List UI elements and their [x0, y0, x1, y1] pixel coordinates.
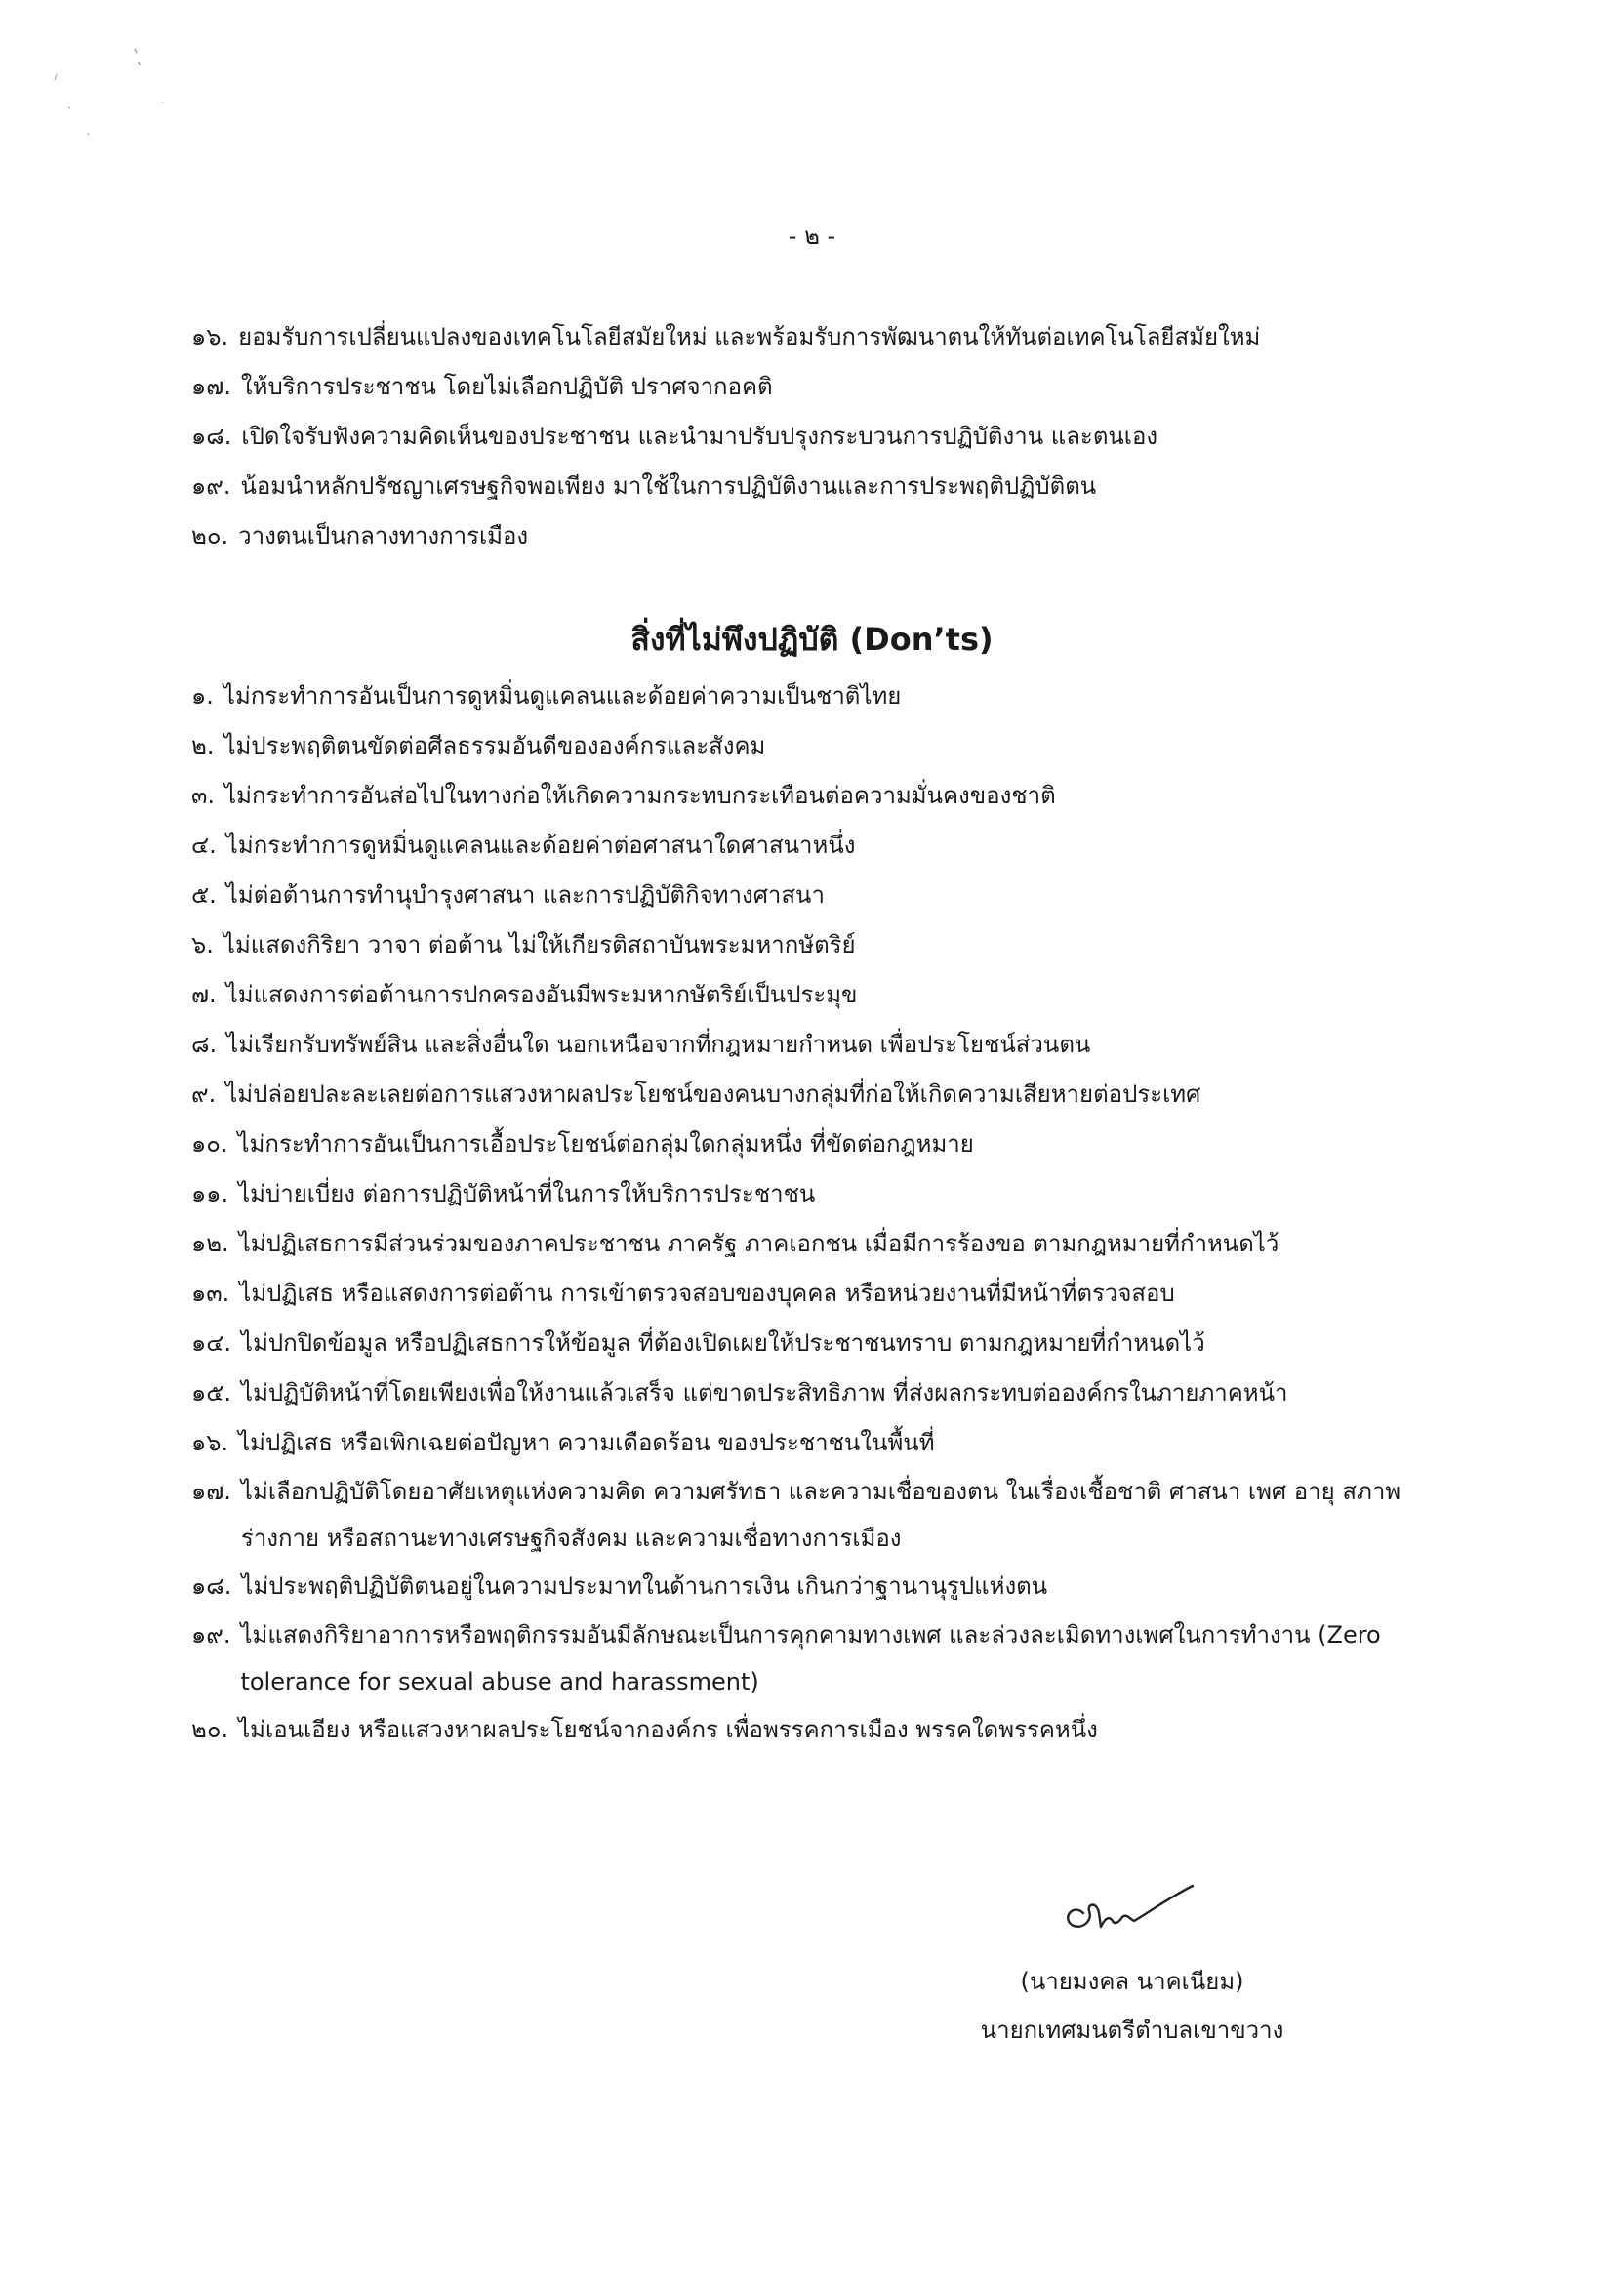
item-number: ๑๘.	[191, 1572, 232, 1600]
item-number: ๙.	[191, 1081, 217, 1108]
list-item	[191, 871, 1460, 920]
item-text: ไม่กระทำการอันส่อไปในทางก่อให้เกิดความกระทบกระเทือนต่อความมั่นคงของชาติ	[224, 782, 1056, 809]
item-number: ๑๘.	[191, 423, 232, 450]
list-item	[191, 1368, 1460, 1418]
item-text: เปิดใจรับฟังความคิดเห็นของประชาชน และนำมาปรับปรุงกระบวนการปฏิบัติงาน และตนเอง	[241, 423, 1158, 450]
list-item	[191, 1120, 1460, 1169]
item-text: ไม่กระทำการอันเป็นการเอื้อประโยชน์ต่อกลุ่มใดกลุ่มหนึ่ง ที่ขัดต่อกฎหมาย	[237, 1130, 974, 1158]
list-item	[191, 1418, 1460, 1468]
item-text: ไม่ปฏิเสธการมีส่วนร่วมของภาคประชาชน ภาครัฐ ภาคเอกชน เมื่อมีการร้องขอ ตามกฎหมายที่กำหนดไว้	[238, 1230, 1279, 1257]
item-text: ไม่ปล่อยปละละเลยต่อการแสวงหาผลประโยชน์ของคนบางกลุ่มที่ก่อให้เกิดความเสียหายต่อประเทศ	[225, 1081, 1201, 1108]
item-text: ไม่ปฏิเสธ หรือเพิกเฉยต่อปัญหา ความเดือดร้อน ของประชาชนในพื้นที่	[238, 1429, 935, 1456]
item-number: ๑๕.	[191, 1379, 232, 1407]
signatory-position: นายกเทศมนตรีตำบลเขาขวาง	[980, 2017, 1284, 2044]
list-item	[191, 1169, 1460, 1219]
item-text: ไม่เลือกปฏิบัติโดยอาศัยเหตุแห่งความคิด ความศรัทธา และความเชื่อของตน ในเรื่องเชื้อชาติ ศาสนา เพศ อายุ สภาพร่างกาย หรือสถานะทางเศรษฐกิจสังคม และความเชื่อทางการเมือง	[240, 1478, 1401, 1552]
list-item	[191, 970, 1460, 1020]
dos-list-continued	[191, 312, 1460, 561]
list-item	[191, 721, 1460, 771]
list-item	[191, 821, 1460, 871]
donts-list	[191, 672, 1460, 1755]
item-text: ไม่กระทำการอันเป็นการดูหมิ่นดูแคลนและด้อยค่าความเป็นชาติไทย	[223, 682, 902, 710]
list-item	[191, 920, 1460, 970]
item-text: น้อมนำหลักปรัชญาเศรษฐกิจพอเพียง มาใช้ในการปฏิบัติงานและการประพฤติปฏิบัติตน	[240, 472, 1097, 500]
item-number: ๑๓.	[191, 1280, 230, 1307]
page-number: - ๒ -	[788, 223, 836, 250]
item-text: ไม่แสดงกิริยาอาการหรือพฤติกรรมอันมีลักษณะเป็นการคุกคามทางเพศ และล่วงละเมิดทางเพศในการทำงาน (Zero tolerance for sexual abuse and harassment)	[240, 1621, 1381, 1695]
item-number: ๘.	[191, 1031, 218, 1058]
item-text: ไม่กระทำการดูหมิ่นดูแคลนและด้อยค่าต่อศาสนาใดศาสนาหนึ่ง	[225, 832, 856, 859]
list-item	[191, 462, 1460, 511]
item-text: ไม่เอนเอียง หรือแสวงหาผลประโยชน์จากองค์กร เพื่อพรรคการเมือง พรรคใดพรรคหนึ่ง	[238, 1716, 1098, 1743]
item-number: ๑๐.	[191, 1130, 228, 1158]
item-text: ยอมรับการเปลี่ยนแปลงของเทคโนโลยีสมัยใหม่ และพร้อมรับการพัฒนาตนให้ทันต่อเทคโนโลยีสมัยใหม่	[238, 323, 1261, 350]
list-item	[191, 1020, 1460, 1070]
list-item	[191, 511, 1460, 561]
list-item	[191, 771, 1460, 821]
item-text: ไม่ปกปิดข้อมูล หรือปฏิเสธการให้ข้อมูล ที่ต้องเปิดเผยให้ประชาชนทราบ ตามกฎหมายที่กำหนดไว้	[241, 1329, 1205, 1357]
item-number: ๕.	[191, 881, 217, 909]
item-number: ๑๖.	[191, 1429, 229, 1456]
list-item	[191, 412, 1460, 462]
list-item	[191, 672, 1460, 721]
list-item	[191, 1070, 1460, 1120]
list-item	[191, 1562, 1460, 1611]
item-number: ๔.	[191, 832, 217, 859]
item-number: ๑.	[191, 682, 214, 710]
item-text: ให้บริการประชาชน โดยไม่เลือกปฏิบัติ ปราศจากอคติ	[240, 373, 773, 400]
item-number: ๑๗.	[191, 373, 231, 400]
donts-heading: สิ่งที่ไม่พึงปฏิบัติ (Don’ts)	[630, 621, 994, 658]
item-number: ๒๐.	[191, 1716, 229, 1743]
item-text: ไม่บ่ายเบี่ยง ต่อการปฏิบัติหน้าที่ในการให้บริการประชาชน	[238, 1180, 816, 1207]
item-text: ไม่ต่อต้านการทำนุบำรุงศาสนา และการปฏิบัติกิจทางศาสนา	[225, 881, 825, 909]
list-item	[191, 1269, 1460, 1319]
item-number: ๖.	[191, 931, 214, 958]
list-item	[191, 1705, 1460, 1755]
item-text: วางตนเป็นกลางทางการเมือง	[238, 522, 529, 550]
list-item	[191, 1611, 1460, 1705]
item-number: ๑๖.	[191, 323, 229, 350]
item-text: ไม่ปฏิเสธ หรือแสดงการต่อต้าน การเข้าตรวจสอบของบุคคล หรือหน่วยงานที่มีหน้าที่ตรวจสอบ	[239, 1280, 1175, 1307]
item-number: ๑๗.	[191, 1478, 231, 1505]
item-number: ๓.	[191, 782, 216, 809]
list-item	[191, 1319, 1460, 1368]
item-number: ๑๙.	[191, 472, 231, 500]
scan-marks	[39, 39, 176, 146]
handwritten-signature	[1054, 1874, 1200, 1952]
item-number: ๑๔.	[191, 1329, 232, 1357]
list-item	[191, 362, 1460, 412]
item-text: ไม่ประพฤติตนขัดต่อศีลธรรมอันดีขององค์กรและสังคม	[223, 732, 766, 759]
item-number: ๑๙.	[191, 1621, 231, 1649]
list-item	[191, 1219, 1460, 1269]
signatory-name: (นายมงคล นาคเนียม)	[1020, 1968, 1244, 1995]
item-number: ๑๑.	[191, 1180, 229, 1207]
item-number: ๒.	[191, 732, 215, 759]
list-item	[191, 312, 1460, 362]
item-number: ๒๐.	[191, 522, 229, 550]
item-text: ไม่ปฏิบัติหน้าที่โดยเพียงเพื่อให้งานแล้วเสร็จ แต่ขาดประสิทธิภาพ ที่ส่งผลกระทบต่อองค์กรในภายภาคหน้า	[241, 1379, 1288, 1407]
list-item	[191, 1468, 1460, 1562]
item-number: ๑๒.	[191, 1230, 229, 1257]
item-text: ไม่เรียกรับทรัพย์สิน และสิ่งอื่นใด นอกเหนือจากที่กฎหมายกำหนด เพื่อประโยชน์ส่วนตน	[226, 1031, 1091, 1058]
item-number: ๗.	[191, 981, 217, 1008]
item-text: ไม่แสดงการต่อต้านการปกครองอันมีพระมหากษัตริย์เป็นประมุข	[225, 981, 858, 1008]
item-text: ไม่แสดงกิริยา วาจา ต่อต้าน ไม่ให้เกียรติสถาบันพระมหากษัตริย์	[223, 931, 856, 958]
item-text: ไม่ประพฤติปฏิบัติตนอยู่ในความประมาทในด้านการเงิน เกินกว่าฐานานุรูปแห่งตน	[241, 1572, 1048, 1600]
